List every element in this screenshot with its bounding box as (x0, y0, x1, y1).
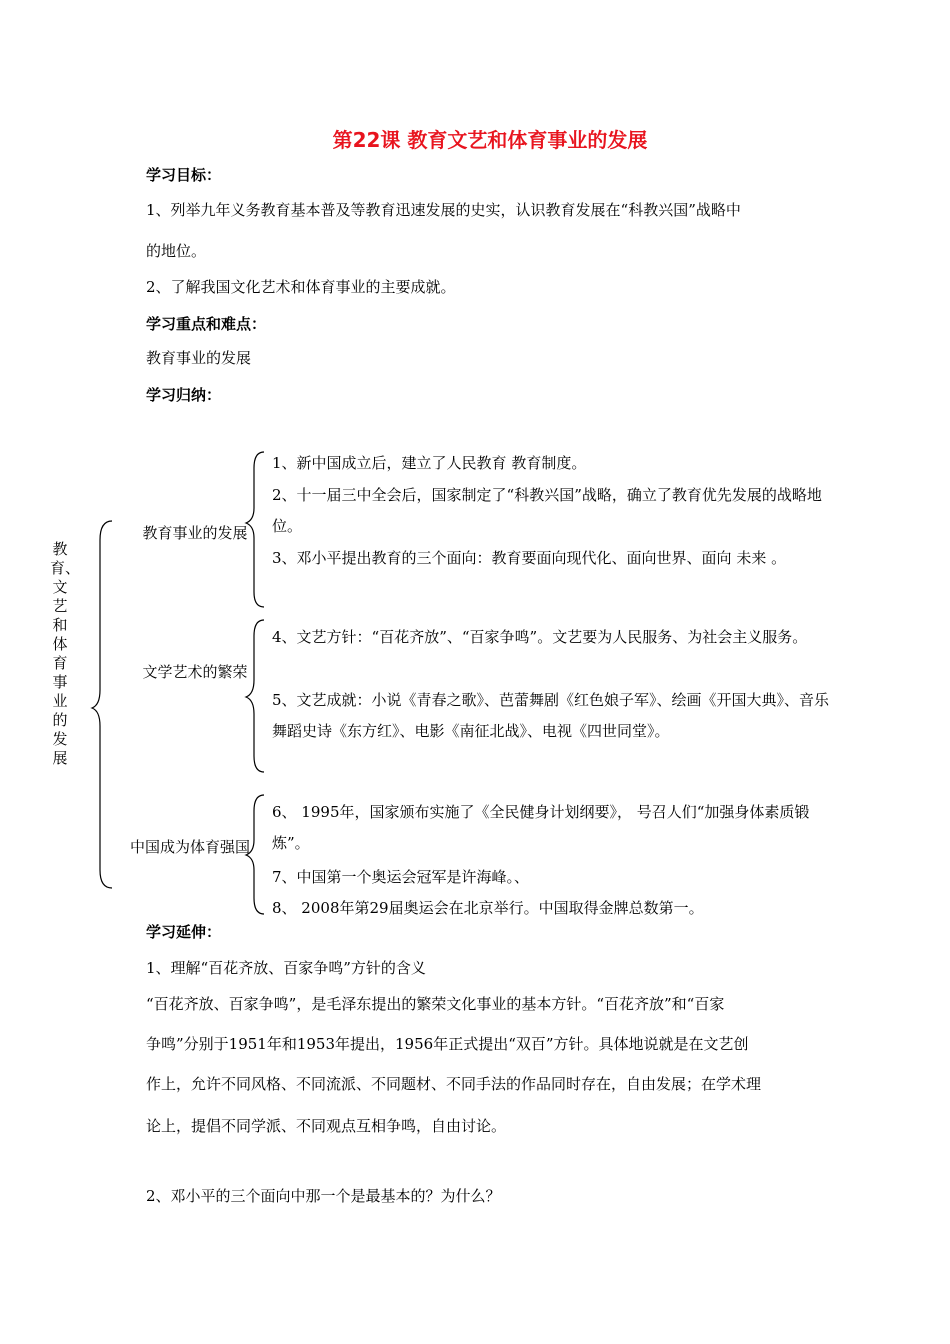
page-title: 第22课 教育文艺和体育事业的发展 (332, 128, 648, 152)
summary-item-1: 1、新中国成立后，建立了人民教育 教育制度。 (272, 454, 587, 472)
extension-answer-line-2: 争鸣”分别于1951年和1953年提出，1956年正式提出“双百”方针。具体地说就是在文艺创 (146, 1035, 749, 1053)
branch-label-arts: 文学艺术的繁荣 (142, 663, 248, 681)
objective-1-line-1: 1、列举九年义务教育基本普及等教育迅速发展的史实，认识教育发展在“科教兴国”战略中 (146, 201, 741, 219)
extension-heading: 学习延伸： (146, 923, 222, 941)
extension-answer-line-4: 论上，提倡不同学派、不同观点互相争鸣，自由讨论。 (146, 1117, 507, 1135)
extension-question-1: 1、理解“百花齐放、百家争鸣”方针的含义 (146, 959, 426, 977)
summary-item-2: 2、十一届三中全会后，国家制定了“科教兴国”战略，确立了教育优先发展的战略地位。 (272, 486, 822, 535)
objective-1-line-2: 的地位。 (146, 242, 207, 260)
branch-brace-arts (246, 620, 264, 772)
objectives-heading: 学习目标： (146, 166, 222, 184)
summary-item-6: 6、 1995年，国家颁布实施了《全民健身计划纲要》， 号召人们“加强身体素质锻炼”。 (272, 803, 810, 852)
extension-answer-line-1: “百花齐放、百家争鸣”，是毛泽东提出的繁荣文化事业的基本方针。“百花齐放”和“百家 (146, 995, 725, 1013)
summary-heading: 学习归纳： (146, 386, 222, 404)
extension-question-2: 2、邓小平的三个面向中那一个是最基本的？为什么？ (146, 1187, 501, 1205)
summary-item-3: 3、邓小平提出教育的三个面向：教育要面向现代化、面向世界、面向 未来 。 (272, 549, 787, 567)
key-points-text: 教育事业的发展 (146, 349, 252, 367)
key-points-heading: 学习重点和难点： (146, 315, 267, 333)
branch-label-sports: 中国成为体育强国 (129, 838, 250, 856)
summary-root: 教育、文艺和体育事业的发展 (50, 540, 81, 767)
summary-item-8: 8、 2008年第29届奥运会在北京举行。中国取得金牌总数第一。 (272, 899, 704, 917)
summary-item-7: 7、中国第一个奥运会冠军是许海峰。、 (272, 868, 530, 886)
root-brace (92, 521, 112, 888)
summary-item-5: 5、文艺成就：小说《青春之歌》、芭蕾舞剧《红色娘子军》、绘画《开国大典》、音乐舞蹈史诗《东方红》、电影《南征北战》、电视《四世同堂》。 (272, 691, 830, 740)
branch-label-education: 教育事业的发展 (142, 524, 248, 542)
extension-answer-line-3: 作上，允许不同风格、不同流派、不同题材、不同手法的作品同时存在，自由发展；在学术理 (146, 1075, 762, 1093)
objective-2: 2、了解我国文化艺术和体育事业的主要成就。 (146, 278, 456, 296)
summary-item-4: 4、文艺方针：“百花齐放”、“百家争鸣”。文艺要为人民服务、为社会主义服务。 (272, 628, 808, 646)
